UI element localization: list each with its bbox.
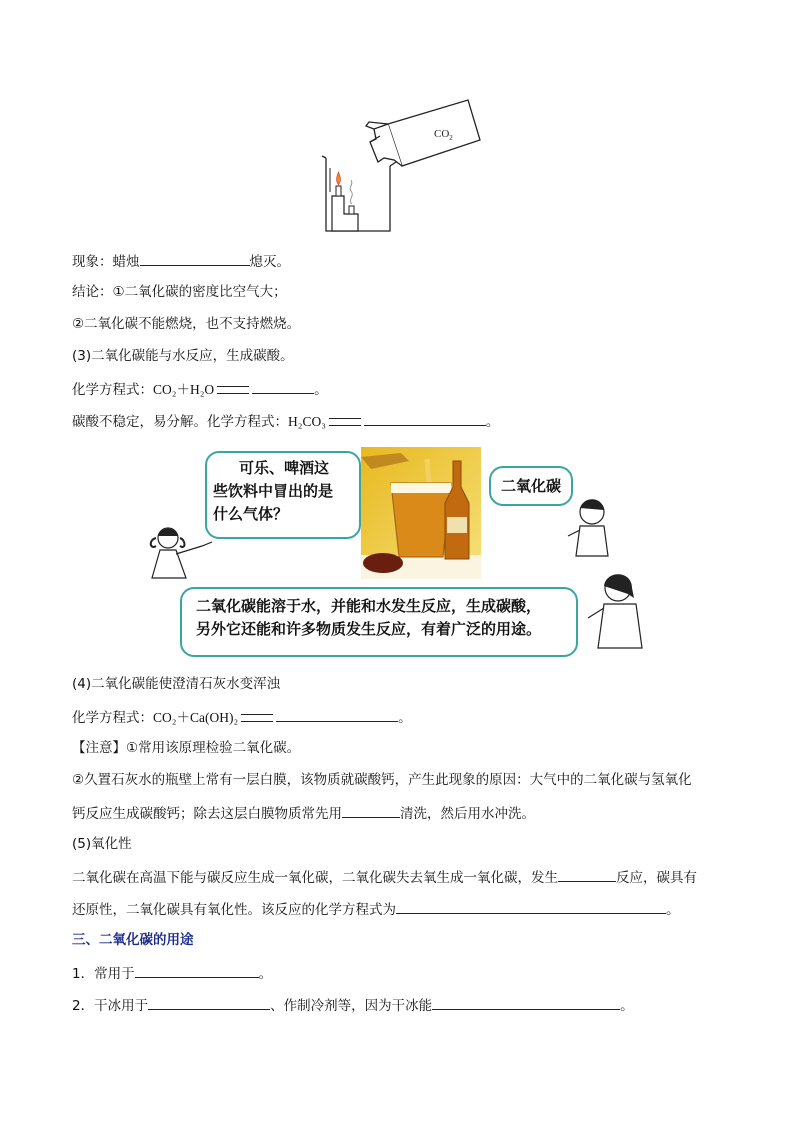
drinks-photo — [361, 447, 481, 579]
oxidation-2-suffix: 。 — [666, 902, 680, 918]
carbonic-prefix: 碳酸不稳定，易分解。化学方程式： — [72, 414, 288, 430]
conclusion-2: ②二氧化碳不能燃烧，也不支持燃烧。 — [72, 316, 301, 332]
equation-prefix: 化学方程式： — [72, 710, 153, 726]
phenomenon-line — [72, 249, 290, 273]
equation-2-line — [72, 705, 412, 729]
beer-glass — [391, 483, 451, 557]
upper-candle — [336, 186, 341, 196]
teacher-line-2: 另外它还能和许多物质发生反应，有着广泛的用途。 — [196, 620, 542, 638]
teacher-explanation-bubble — [180, 587, 578, 657]
carbonic-suffix: 。 — [485, 414, 500, 430]
carbonic-formula: H₂CO₃ — [288, 414, 326, 429]
note-1: 【注意】①常用该原理检验二氧化碳。 — [72, 740, 301, 756]
equals-sign — [241, 714, 273, 722]
equation-prefix: 化学方程式： — [72, 382, 153, 398]
oxidation-prefix: 二氧化碳在高温下能与碳反应生成一氧化碳，二氧化碳失去氧生成一氧化碳，发生 — [72, 870, 558, 886]
answer-blank[interactable] — [276, 705, 398, 722]
answer-blank[interactable] — [148, 993, 270, 1010]
equation-formula: CO₂＋Ca(OH)₂ — [153, 710, 239, 725]
item3-title: (3)二氧化碳能与水反应，生成碳酸。 — [72, 348, 294, 364]
answer-blank[interactable] — [140, 249, 250, 266]
boy-figure — [566, 496, 616, 558]
boy-answer: 二氧化碳 — [500, 477, 561, 495]
equals-sign — [329, 418, 361, 426]
boy-answer-bubble — [489, 466, 573, 506]
answer-blank[interactable] — [364, 409, 486, 426]
answer-blank[interactable] — [396, 897, 666, 914]
co2-pouring-apparatus — [318, 96, 488, 238]
use-2-prefix: 2．干冰用于 — [72, 998, 149, 1014]
conclusion-1: 结论：①二氧化碳的密度比空气大； — [72, 284, 287, 300]
girl-question-line-3: 什么气体？ — [213, 505, 289, 523]
answer-blank[interactable] — [558, 865, 616, 882]
girl-figure — [146, 524, 218, 582]
flame-icon — [337, 172, 341, 185]
girl-question-line-1: 可乐、啤酒这 — [239, 459, 330, 477]
carbonic-acid-line — [72, 409, 499, 433]
note-2b-line — [72, 801, 535, 825]
use-1-prefix: 1．常用于 — [72, 966, 135, 982]
phenomenon-suffix: 熄灭。 — [249, 254, 290, 270]
equation-formula: CO₂＋H₂O — [153, 382, 215, 397]
use-2-line — [72, 993, 634, 1017]
equation-1-line — [72, 377, 328, 401]
smoke-icon — [350, 180, 352, 204]
answer-blank[interactable] — [252, 377, 314, 394]
use-2-mid: 、作制冷剂等，因为干冰能 — [270, 998, 433, 1014]
girl-question-bubble — [205, 451, 361, 539]
oxidation-line-2 — [72, 897, 680, 921]
answer-blank[interactable] — [432, 993, 620, 1010]
bottle-label: $CO_2$ — [434, 128, 453, 142]
answer-blank[interactable] — [135, 961, 259, 978]
section-3-title: 三、二氧化碳的用途 — [72, 932, 194, 948]
lower-candle — [349, 206, 354, 214]
use-1-line — [72, 961, 272, 985]
teacher-figure — [584, 568, 646, 650]
item5-title: (5)氧化性 — [72, 836, 132, 852]
equation-suffix: 。 — [398, 710, 412, 726]
use-1-suffix: 。 — [258, 966, 273, 982]
teacher-line-1: 二氧化碳能溶于水，并能和水发生反应，生成碳酸， — [196, 597, 542, 615]
use-2-suffix: 。 — [620, 998, 634, 1014]
oxidation-line-1 — [72, 865, 697, 889]
phenomenon-prefix: 现象：蜡烛 — [72, 254, 140, 270]
co2-bottle — [366, 100, 480, 166]
note-2a: ②久置石灰水的瓶壁上常有一层白膜，该物质就碳酸钙，产生此现象的原因：大气中的二氧化碳与氢氧化 — [72, 772, 692, 788]
item4-title: (4)二氧化碳能使澄清石灰水变浑浊 — [72, 676, 281, 692]
oxidation-suffix: 反应，碳具有 — [616, 870, 697, 886]
oxidation-2-prefix: 还原性，二氧化碳具有氧化性。该反应的化学方程式为 — [72, 902, 396, 918]
equation-suffix: 。 — [314, 382, 328, 398]
answer-blank[interactable] — [342, 801, 400, 818]
note-2b-suffix: 清洗，然后用水冲洗。 — [400, 806, 535, 822]
girl-question-line-2: 些饮料中冒出的是 — [213, 482, 334, 500]
equals-sign — [217, 386, 249, 394]
note-2b-prefix: 钙反应生成碳酸钙；除去这层白膜物质常先用 — [72, 806, 342, 822]
